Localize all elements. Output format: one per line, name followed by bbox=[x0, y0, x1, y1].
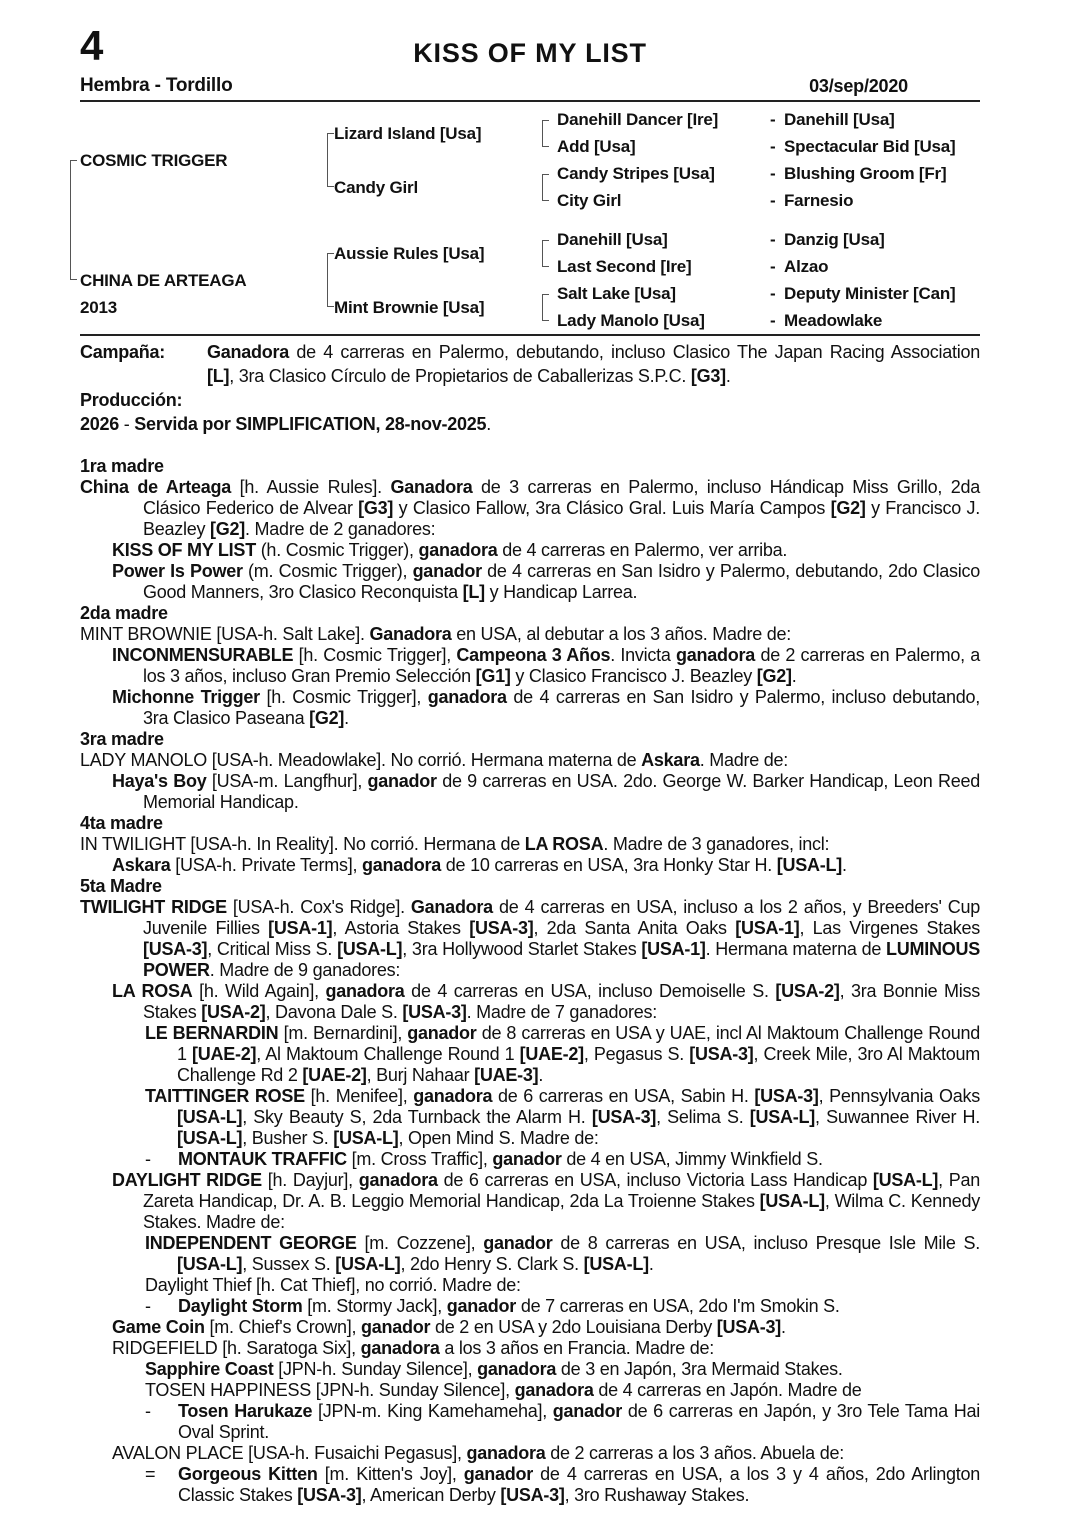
bold-run: Michonne Trigger bbox=[112, 687, 260, 707]
bold-run: [UAE-2] bbox=[302, 1065, 367, 1085]
text-run: . Invicta bbox=[610, 645, 677, 665]
campaign-block bbox=[80, 340, 980, 436]
pedigree-name: CHINA DE ARTEAGA bbox=[80, 271, 247, 290]
bold-run: [USA-L] bbox=[177, 1254, 243, 1274]
lot-number: 4 bbox=[80, 22, 103, 69]
dash-marker: - bbox=[770, 311, 776, 330]
bold-run: ganador bbox=[367, 771, 437, 791]
birth-year: 2013 bbox=[80, 298, 118, 317]
pedigree-name: Alzao bbox=[784, 257, 829, 276]
section-heading: 2da madre bbox=[80, 603, 168, 623]
bold-run: [USA-L] bbox=[583, 1254, 649, 1274]
bold-run: [USA-3] bbox=[469, 918, 534, 938]
body-paragraph bbox=[80, 1380, 980, 1401]
text-run: y Clasico Francisco J. Beazley bbox=[510, 666, 757, 686]
bold-run: Askara bbox=[112, 855, 171, 875]
text-run: de 6 carreras en Japón, y 3ro Tele Tama Hai Oval Sprint. bbox=[178, 1401, 980, 1442]
text-run: de 4 carreras en Palermo, debutando, incluso Clasico The Japan Racing Association bbox=[289, 342, 980, 362]
pedigree-gen4-entry bbox=[770, 311, 882, 331]
text-run: , 3ra Hollywood Starlet Stakes bbox=[402, 939, 642, 959]
body-paragraph bbox=[80, 1443, 980, 1464]
bold-run: ganadora bbox=[358, 1170, 438, 1190]
bold-run: [USA-1] bbox=[641, 939, 706, 959]
text-run: de 4 carreras en USA, incluso Demoiselle S. bbox=[404, 981, 776, 1001]
text-run: de 2 en USA y 2do Louisiana Derby bbox=[430, 1317, 717, 1337]
text-run: y Francisco J. Beazley bbox=[143, 498, 980, 539]
bold-run: LA ROSA bbox=[524, 834, 604, 854]
pedigree-bracket bbox=[542, 294, 549, 321]
pedigree-name: Candy Stripes [Usa] bbox=[557, 164, 715, 183]
pedigree-gen4-entry bbox=[770, 137, 956, 157]
bold-run: Campeona 3 Años bbox=[456, 645, 611, 665]
text-run: , American Derby bbox=[361, 1485, 501, 1505]
bold-run: [USA-L] bbox=[335, 1254, 401, 1274]
pedigree-bracket bbox=[542, 120, 549, 147]
text-run: , 3ra Clasico Círculo de Propietarios de Caballerizas S.P.C. bbox=[229, 366, 691, 386]
text-run: LADY MANOLO [USA-h. Meadowlake]. No corrió. Hermana materna de bbox=[80, 750, 642, 770]
body-paragraph bbox=[80, 477, 980, 540]
body-paragraph bbox=[80, 897, 980, 981]
bullet-marker: - bbox=[145, 1149, 151, 1169]
bold-run: TAITTINGER ROSE bbox=[145, 1086, 305, 1106]
text-run: de 7 carreras en USA, 2do I'm Smokin S. bbox=[516, 1296, 840, 1316]
pedigree-gen4-entry bbox=[770, 164, 946, 184]
bold-run: [USA-2] bbox=[775, 981, 840, 1001]
text-run: IN TWILIGHT [USA-h. In Reality]. No corrió. Hermana de bbox=[80, 834, 525, 854]
text-run: de 4 carreras en USA, a los 3 y 4 años, 2do Arlington Classic Stakes bbox=[178, 1464, 980, 1505]
pedigree-gen4-entry bbox=[770, 230, 885, 250]
body-paragraph bbox=[80, 1149, 980, 1170]
pedigree-name: Danehill [Usa] bbox=[784, 110, 895, 129]
pedigree-gen4-entry bbox=[770, 110, 895, 130]
text-run: . Hermana materna de bbox=[705, 939, 886, 959]
text-run: , Suwannee River H. bbox=[815, 1107, 981, 1127]
pedigree-name: Lady Manolo [Usa] bbox=[557, 311, 705, 330]
bold-run: ganadora bbox=[477, 1359, 557, 1379]
bold-run: ganador bbox=[463, 1464, 534, 1484]
text-run: [JPN-h. Sunday Silence], bbox=[273, 1359, 478, 1379]
text-run: AVALON PLACE [USA-h. Fusaichi Pegasus], bbox=[112, 1443, 467, 1463]
body-paragraph bbox=[80, 1317, 980, 1338]
bold-run: [G2] bbox=[210, 519, 246, 539]
pedigree-bracket bbox=[542, 174, 549, 201]
body-paragraph bbox=[80, 1086, 980, 1149]
page-header bbox=[80, 0, 980, 100]
text-run: , Selima S. bbox=[656, 1107, 750, 1127]
text-run: de 3 carreras en Palermo, incluso Hándicap Miss Grillo, 2da Clásico Federico de Alvear bbox=[143, 477, 980, 518]
pedigree-name: City Girl bbox=[557, 191, 622, 210]
bold-run: [USA-3] bbox=[143, 939, 208, 959]
text-run: [h. Dayjur], bbox=[261, 1170, 359, 1190]
text-run: , Davona Dale S. bbox=[265, 1002, 403, 1022]
text-run: de 4 carreras en USA, incluso a los 2 años, y Breeders' Cup Juvenile Fillies bbox=[143, 897, 981, 938]
pedigree-name: Danehill [Usa] bbox=[557, 230, 668, 249]
text-run: , Busher S. bbox=[242, 1128, 334, 1148]
bold-run: Ganadora bbox=[410, 897, 493, 917]
dash-marker: - bbox=[770, 284, 776, 303]
bold-run: Sapphire Coast bbox=[145, 1359, 274, 1379]
bold-run: ganador bbox=[552, 1401, 623, 1421]
bold-run: TWILIGHT RIDGE bbox=[80, 897, 227, 917]
pedigree-gen4-entry bbox=[770, 191, 853, 211]
text-run: , 3ra Bonnie Miss Stakes bbox=[143, 981, 981, 1022]
sex-color-label: Hembra - Tordillo bbox=[80, 75, 233, 96]
bold-run: LA ROSA bbox=[112, 981, 193, 1001]
body-paragraph bbox=[80, 1296, 980, 1317]
bold-run: Gorgeous Kitten bbox=[178, 1464, 318, 1484]
text-run: [JPN-m. King Kamehameha], bbox=[312, 1401, 553, 1421]
bold-run: [USA-1] bbox=[735, 918, 800, 938]
text-run: [m. Cozzene], bbox=[356, 1233, 484, 1253]
text-run: de 8 carreras en USA, incluso Presque Isle Mile S. bbox=[552, 1233, 980, 1253]
bold-run: LE BERNARDIN bbox=[145, 1023, 279, 1043]
body-paragraph bbox=[80, 687, 980, 729]
campaign-row bbox=[80, 340, 980, 388]
text-run: . bbox=[344, 708, 349, 728]
bold-run: Servida por SIMPLIFICATION, 28-nov-2025 bbox=[134, 414, 487, 434]
bold-run: [USA-3] bbox=[297, 1485, 362, 1505]
bold-run: ganadora bbox=[362, 855, 442, 875]
bold-run: China de Arteaga bbox=[80, 477, 232, 497]
text-run: . bbox=[725, 366, 731, 386]
pedigree-name: Lizard Island [Usa] bbox=[334, 124, 482, 143]
text-run: . Madre de 7 ganadores: bbox=[466, 1002, 657, 1022]
text-run: de 4 carreras en San Isidro y Palermo, debutando, 2do Clasico Good Manners, 3ro Clasico Reconquista bbox=[143, 561, 980, 602]
body-paragraph bbox=[80, 1359, 980, 1380]
bold-run: 2026 bbox=[80, 414, 120, 434]
bold-run: ganador bbox=[412, 561, 482, 581]
bold-run: [USA-L] bbox=[333, 1128, 399, 1148]
pedigree-name: Danzig [Usa] bbox=[784, 230, 885, 249]
foaling-date: 03/sep/2020 bbox=[809, 76, 908, 96]
bold-run: ganador bbox=[483, 1233, 553, 1253]
pedigree-name: Spectacular Bid [Usa] bbox=[784, 137, 956, 156]
pedigree-name: Mint Brownie [Usa] bbox=[334, 298, 485, 317]
text-run: y Handicap Larrea. bbox=[484, 582, 638, 602]
text-run: , Open Mind S. Madre de: bbox=[398, 1128, 599, 1148]
body-paragraph bbox=[80, 750, 980, 771]
bold-run: [G2] bbox=[830, 498, 866, 518]
text-run: [h. Aussie Rules]. bbox=[231, 477, 391, 497]
text-run: , 2da Santa Anita Oaks bbox=[533, 918, 736, 938]
dash-marker: - bbox=[770, 257, 776, 276]
text-run: [h. Menifee], bbox=[304, 1086, 414, 1106]
pedigree-name: Danehill Dancer [Ire] bbox=[557, 110, 719, 129]
bold-run: [USA-L] bbox=[337, 939, 403, 959]
bold-run: Tosen Harukaze bbox=[178, 1401, 313, 1421]
bold-run: ganador bbox=[492, 1149, 562, 1169]
bold-run: Ganadora bbox=[207, 342, 290, 362]
bold-run: ganador bbox=[407, 1023, 477, 1043]
body-paragraph bbox=[80, 981, 980, 1023]
bold-run: [UAE-2] bbox=[192, 1044, 257, 1064]
text-run: , Creek Mile, 3ro Al Maktoum Challenge Rd 2 bbox=[177, 1044, 981, 1085]
bold-run: ganadora bbox=[325, 981, 405, 1001]
bold-run: ganador bbox=[446, 1296, 517, 1316]
bold-run: [USA-1] bbox=[268, 918, 333, 938]
bold-run: ganadora bbox=[413, 1086, 493, 1106]
body-paragraph bbox=[80, 1170, 980, 1233]
bold-run: Ganadora bbox=[369, 624, 452, 644]
text-run: de 9 carreras en USA. 2do. George W. Barker Handicap, Leon Reed Memorial Handicap. bbox=[143, 771, 981, 812]
body-paragraph bbox=[80, 1401, 980, 1443]
text-run: MINT BROWNIE [USA-h. Salt Lake]. bbox=[80, 624, 370, 644]
pedigree-chart bbox=[80, 102, 980, 334]
bold-run: [USA-L] bbox=[177, 1128, 243, 1148]
bold-run: Haya's Boy bbox=[112, 771, 207, 791]
bold-run: ganadora bbox=[514, 1380, 594, 1400]
bold-run: Askara bbox=[641, 750, 700, 770]
bullet-marker: = bbox=[145, 1464, 156, 1484]
pedigree-name: Add [Usa] bbox=[557, 137, 636, 156]
bold-run: [USA-3] bbox=[402, 1002, 467, 1022]
text-run: , 3ro Rushaway Stakes. bbox=[564, 1485, 750, 1505]
production-label: Producción: bbox=[80, 390, 183, 410]
text-run: [USA-m. Langfhur], bbox=[206, 771, 368, 791]
body-paragraph bbox=[80, 1464, 980, 1506]
section-heading: 1ra madre bbox=[80, 456, 164, 476]
text-run: en USA, al debutar a los 3 años. Madre de: bbox=[451, 624, 791, 644]
text-run: . bbox=[791, 666, 797, 686]
bold-run: LUMINOUS POWER bbox=[143, 939, 980, 980]
campaign-text bbox=[207, 340, 980, 388]
text-run: [m. Cross Traffic], bbox=[346, 1149, 493, 1169]
bold-run: [USA-L] bbox=[749, 1107, 816, 1127]
text-run: . Madre de 3 ganadores, incl: bbox=[603, 834, 830, 854]
text-run: de 4 carreras en Japón. Madre de bbox=[593, 1380, 862, 1400]
text-run: . bbox=[538, 1065, 544, 1085]
bold-run: [L] bbox=[207, 366, 230, 386]
bold-run: [USA-3] bbox=[754, 1086, 819, 1106]
bold-run: MONTAUK TRAFFIC bbox=[178, 1149, 347, 1169]
text-run: [m. Kitten's Joy], bbox=[317, 1464, 464, 1484]
section-heading: 5ta Madre bbox=[80, 876, 162, 896]
pedigree-name: Last Second [Ire] bbox=[557, 257, 692, 276]
text-run: , Sky Beauty S, 2da Turnback the Alarm H. bbox=[242, 1107, 592, 1127]
bold-run: [UAE-2] bbox=[519, 1044, 584, 1064]
section-heading: 4ta madre bbox=[80, 813, 163, 833]
body-paragraph bbox=[80, 540, 980, 561]
pedigree-name: Salt Lake [Usa] bbox=[557, 284, 676, 303]
bold-run: ganadora bbox=[676, 645, 756, 665]
page-title: KISS OF MY LIST bbox=[413, 38, 647, 68]
text-run: [h. Cosmic Trigger], bbox=[293, 645, 457, 665]
bold-run: ganadora bbox=[466, 1443, 546, 1463]
text-run: de 6 carreras en USA, incluso Victoria Lass Handicap bbox=[437, 1170, 873, 1190]
header-subrow bbox=[80, 75, 980, 97]
text-run: Daylight Thief [h. Cat Thief], no corrió. Madre de: bbox=[145, 1275, 521, 1295]
pedigree-name: Farnesio bbox=[784, 191, 854, 210]
body-paragraph bbox=[80, 1023, 980, 1086]
dash-marker: - bbox=[770, 137, 776, 156]
text-run: de 8 carreras en USA y UAE, incl Al Maktoum Challenge Round 1 bbox=[177, 1023, 980, 1064]
bullet-marker: - bbox=[145, 1296, 151, 1316]
pedigree-bracket bbox=[327, 133, 334, 187]
body-paragraph bbox=[80, 645, 980, 687]
production-line bbox=[80, 412, 980, 436]
pedigree-name: Aussie Rules [Usa] bbox=[334, 244, 485, 263]
bold-run: DAYLIGHT RIDGE bbox=[112, 1170, 262, 1190]
bold-run: KISS OF MY LIST bbox=[112, 540, 256, 560]
bold-run: [USA-3] bbox=[591, 1107, 657, 1127]
text-run: , Pegasus S. bbox=[583, 1044, 690, 1064]
text-run: , Pennsylvania Oaks bbox=[818, 1086, 980, 1106]
bold-run: ganadora bbox=[360, 1338, 440, 1358]
bold-run: [USA-L] bbox=[872, 1170, 939, 1190]
section-heading: 3ra madre bbox=[80, 729, 164, 749]
pedigree-name: Blushing Groom [Fr] bbox=[784, 164, 947, 183]
pedigree-gen4-entry bbox=[770, 284, 955, 304]
bold-run: [USA-3] bbox=[689, 1044, 754, 1064]
dash-marker: - bbox=[770, 164, 776, 183]
text-run: . bbox=[648, 1254, 654, 1274]
pedigree-rule bbox=[80, 334, 980, 336]
text-run: de 6 carreras en USA, Sabin H. bbox=[492, 1086, 755, 1106]
bold-run: [UAE-3] bbox=[474, 1065, 539, 1085]
bold-run: ganadora bbox=[418, 540, 498, 560]
bullet-marker: - bbox=[145, 1401, 151, 1421]
bold-run: [G2] bbox=[309, 708, 345, 728]
text-run: . Madre de 9 ganadores: bbox=[209, 960, 401, 980]
body-paragraph bbox=[80, 1275, 980, 1296]
text-run: [m. Chief's Crown], bbox=[204, 1317, 362, 1337]
text-run: . Madre de: bbox=[699, 750, 788, 770]
bold-run: Ganadora bbox=[390, 477, 473, 497]
body-paragraph bbox=[80, 624, 980, 645]
text-run: de 2 carreras en Palermo, a los 3 años, incluso Gran Premio Selección bbox=[143, 645, 980, 686]
text-run: , Pan Zareta Handicap, Dr. A. B. Leggio Memorial Handicap, 2da La Troienne Stakes bbox=[143, 1170, 980, 1211]
text-run: , Critical Miss S. bbox=[207, 939, 338, 959]
pedigree-bracket bbox=[327, 253, 334, 307]
text-run: , Sussex S. bbox=[242, 1254, 336, 1274]
bold-run: ganador bbox=[361, 1317, 431, 1337]
bold-run: [USA-L] bbox=[759, 1191, 825, 1211]
text-run: de 3 en Japón, 3ra Mermaid Stakes. bbox=[556, 1359, 843, 1379]
bold-run: INDEPENDENT GEORGE bbox=[145, 1233, 357, 1253]
bold-run: [G1] bbox=[475, 666, 511, 686]
bold-run: [USA-3] bbox=[500, 1485, 565, 1505]
text-run: [m. Bernardini], bbox=[278, 1023, 408, 1043]
bold-run: [G3] bbox=[690, 366, 726, 386]
text-run: [h. Cosmic Trigger], bbox=[259, 687, 428, 707]
body-paragraph bbox=[80, 834, 980, 855]
text-run: de 2 carreras a los 3 años. Abuela de: bbox=[545, 1443, 844, 1463]
text-run: [m. Stormy Jack], bbox=[302, 1296, 447, 1316]
text-run: . bbox=[841, 855, 847, 875]
bold-run: [G3] bbox=[358, 498, 394, 518]
text-run: de 10 carreras en USA, 3ra Honky Star H. bbox=[441, 855, 777, 875]
bold-run: ganadora bbox=[427, 687, 507, 707]
text-run: RIDGEFIELD [h. Saratoga Six], bbox=[112, 1338, 361, 1358]
bold-run: INCONMENSURABLE bbox=[112, 645, 294, 665]
dash-marker: - bbox=[770, 110, 776, 129]
dash-marker: - bbox=[770, 191, 776, 210]
bold-run: [G2] bbox=[756, 666, 792, 686]
pedigree-name: Deputy Minister [Can] bbox=[784, 284, 956, 303]
pedigree-bracket bbox=[542, 240, 549, 267]
bold-run: [USA-2] bbox=[201, 1002, 266, 1022]
family-notes bbox=[80, 340, 980, 1506]
text-run: . bbox=[780, 1317, 786, 1337]
text-run: , Astoria Stakes bbox=[332, 918, 470, 938]
text-run: (h. Cosmic Trigger), bbox=[255, 540, 419, 560]
text-run: [USA-h. Cox's Ridge]. bbox=[226, 897, 411, 917]
text-run: TOSEN HAPPINESS [JPN-h. Sunday Silence], bbox=[145, 1380, 515, 1400]
bold-run: Daylight Storm bbox=[178, 1296, 303, 1316]
text-run: - bbox=[119, 414, 135, 434]
bold-run: Power Is Power bbox=[112, 561, 243, 581]
bold-run: [USA-3] bbox=[716, 1317, 781, 1337]
pedigree-gen4-entry bbox=[770, 257, 828, 277]
content-column bbox=[80, 0, 980, 1506]
pedigree-name: Candy Girl bbox=[334, 178, 418, 197]
text-run: de 4 carreras en Palermo, ver arriba. bbox=[497, 540, 788, 560]
text-run: (m. Cosmic Trigger), bbox=[242, 561, 413, 581]
pedigree-name: COSMIC TRIGGER bbox=[80, 151, 228, 170]
bold-run: [USA-L] bbox=[177, 1107, 243, 1127]
body-paragraph bbox=[80, 855, 980, 876]
campaign-label: Campaña: bbox=[80, 342, 166, 362]
bold-run: [USA-L] bbox=[776, 855, 842, 875]
text-run: , Al Maktoum Challenge Round 1 bbox=[256, 1044, 520, 1064]
bold-run: [L] bbox=[462, 582, 485, 602]
text-run: . Madre de 2 ganadores: bbox=[245, 519, 436, 539]
dash-marker: - bbox=[770, 230, 776, 249]
text-run: a los 3 años en Francia. Madre de: bbox=[439, 1338, 715, 1358]
text-run: [USA-h. Private Terms], bbox=[170, 855, 363, 875]
text-run: . bbox=[486, 414, 492, 434]
text-run: de 4 carreras en San Isidro y Palermo, incluso debutando, 3ra Clasico Paseana bbox=[143, 687, 981, 728]
pedigree-bracket bbox=[70, 160, 77, 280]
text-run: y Clasico Fallow, 3ra Clásico Gral. Luis María Campos bbox=[393, 498, 831, 518]
body-paragraph bbox=[80, 1338, 980, 1359]
text-run: , Las Virgenes Stakes bbox=[799, 918, 980, 938]
text-run: de 4 en USA, Jimmy Winkfield S. bbox=[561, 1149, 823, 1169]
dam-sections bbox=[80, 456, 980, 1506]
text-run: , Wilma C. Kennedy Stakes. Madre de: bbox=[143, 1191, 980, 1232]
bold-run: Game Coin bbox=[112, 1317, 205, 1337]
text-run: , Burj Nahaar bbox=[366, 1065, 475, 1085]
body-paragraph bbox=[80, 1233, 980, 1275]
text-run: [h. Wild Again], bbox=[192, 981, 326, 1001]
body-paragraph bbox=[80, 561, 980, 603]
body-paragraph bbox=[80, 771, 980, 813]
pedigree-name: Meadowlake bbox=[784, 311, 883, 330]
text-run: , 2do Henry S. Clark S. bbox=[400, 1254, 584, 1274]
